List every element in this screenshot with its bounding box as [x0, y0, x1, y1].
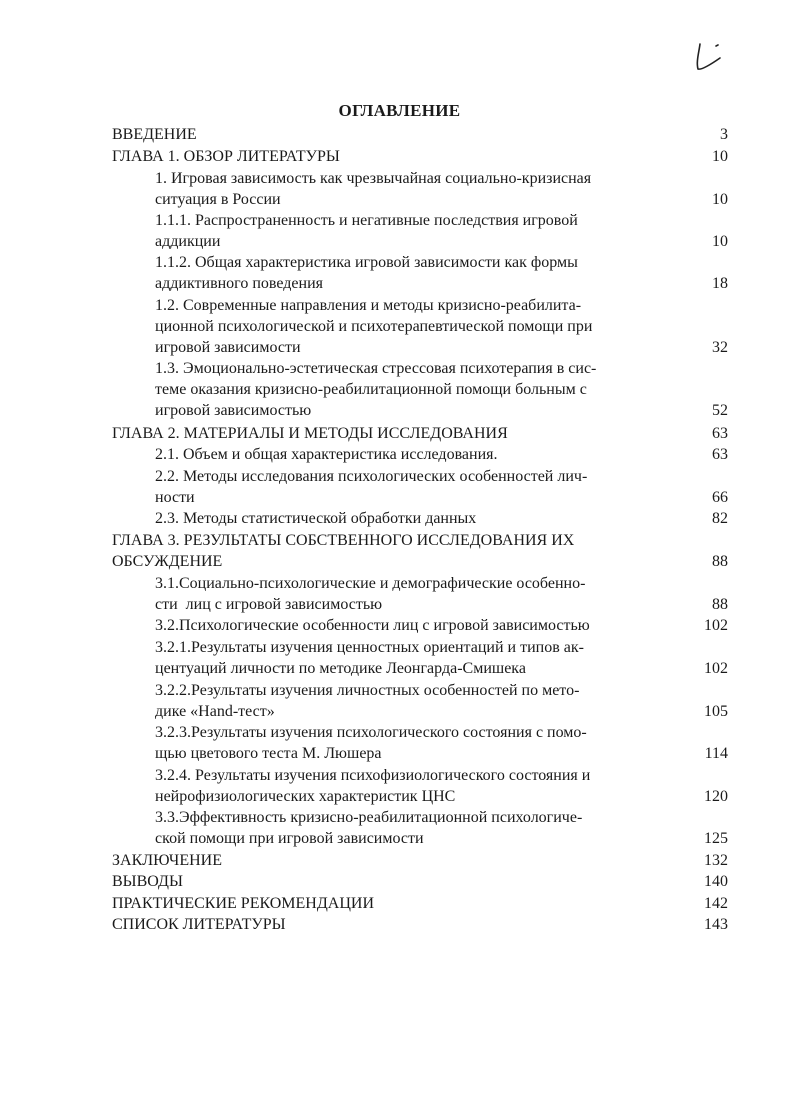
toc-entry-3-2-4: 3.2.4. Результаты изучения психофизиологического состояния и — [155, 767, 591, 784]
toc-page-conclusion: 132 — [704, 852, 728, 869]
toc-entry-3-3-cont: ской помощи при игровой зависимости — [155, 830, 424, 847]
toc-page-2-2: 66 — [712, 489, 728, 506]
toc-entry-1-cont: ситуация в России — [155, 191, 281, 208]
handwritten-page-mark — [690, 36, 730, 76]
toc-entry-3-2-1-cont: центуаций личности по методике Леонгарда-Смишека — [155, 660, 526, 677]
toc-page-3-2: 102 — [704, 617, 728, 634]
toc-entry-chapter-2: ГЛАВА 2. МАТЕРИАЛЫ И МЕТОДЫ ИССЛЕДОВАНИЯ — [112, 425, 508, 442]
toc-entry-references: СПИСОК ЛИТЕРАТУРЫ — [112, 916, 286, 933]
toc-entry-2-2: 2.2. Методы исследования психологических особенностей лич- — [155, 468, 588, 485]
toc-page-1-1-2: 18 — [712, 275, 728, 292]
toc-entry-3-2-2: 3.2.2.Результаты изучения личностных особенностей по мето- — [155, 682, 580, 699]
toc-entry-3-1-cont: сти лиц с игровой зависимостью — [155, 596, 383, 613]
toc-entry-1-1-2: 1.1.2. Общая характеристика игровой зависимости как формы — [155, 254, 578, 271]
toc-page-findings: 140 — [704, 873, 728, 890]
toc-entry-1-2-cont: ционной психологической и психотерапевтической помощи при — [155, 318, 593, 335]
toc-page-chapter-3: 88 — [712, 553, 728, 570]
toc-entry-chapter-3-cont: ОБСУЖДЕНИЕ — [112, 553, 223, 570]
toc-entry-2-2-cont: ности — [155, 489, 195, 506]
toc-entry-1-3-cont: теме оказания кризисно-реабилитационной помощи больным с — [155, 381, 587, 398]
toc-page-1-2: 32 — [712, 339, 728, 356]
toc-entry-3-2-2-cont: дике «Hand-тест» — [155, 703, 275, 720]
toc-page-3-1: 88 — [712, 596, 728, 613]
toc-page-chapter-2: 63 — [712, 425, 728, 442]
toc-entry-1-1-1-cont: аддикции — [155, 233, 221, 250]
toc-entry-1-1-2-cont: аддиктивного поведения — [155, 275, 323, 292]
toc-entry-chapter-3: ГЛАВА 3. РЕЗУЛЬТАТЫ СОБСТВЕННОГО ИССЛЕДОВАНИЯ ИХ — [112, 532, 575, 549]
toc-page-3-3: 125 — [704, 830, 728, 847]
toc-entry-1-1-1: 1.1.1. Распространенность и негативные последствия игровой — [155, 212, 578, 229]
toc-entry-intro: ВВЕДЕНИЕ — [112, 126, 197, 143]
toc-entry-3-2-3-cont: щью цветового теста М. Люшера — [155, 745, 382, 762]
toc-page-3-2-1: 102 — [704, 660, 728, 677]
toc-entry-3-2-4-cont: нейрофизиологических характеристик ЦНС — [155, 788, 456, 805]
toc-entry-3-2-1: 3.2.1.Результаты изучения ценностных ориентаций и типов ак- — [155, 639, 584, 656]
toc-entry-2-1: 2.1. Объем и общая характеристика исследования. — [155, 446, 498, 463]
toc-page-recommendations: 142 — [704, 895, 728, 912]
toc-page-2-3: 82 — [712, 510, 728, 527]
toc-page-intro: 3 — [720, 126, 728, 143]
toc-entry-findings: ВЫВОДЫ — [112, 873, 183, 890]
toc-entry-recommendations: ПРАКТИЧЕСКИЕ РЕКОМЕНДАЦИИ — [112, 895, 374, 912]
toc-entry-1-2: 1.2. Современные направления и методы кризисно-реабилита- — [155, 297, 582, 314]
page-title: ОГЛАВЛЕНИЕ — [338, 101, 461, 120]
toc-page-chapter-1: 10 — [712, 148, 728, 165]
toc-entry-1-3: 1.3. Эмоционально-эстетическая стрессовая психотерапия в сис- — [155, 360, 597, 377]
toc-page-1: 10 — [712, 191, 728, 208]
toc-entry-1: 1. Игровая зависимость как чрезвычайная социально-кризисная — [155, 170, 592, 187]
toc-page-2-1: 63 — [712, 446, 728, 463]
toc-entry-conclusion: ЗАКЛЮЧЕНИЕ — [112, 852, 222, 869]
toc-page-3-2-3: 114 — [704, 745, 728, 762]
toc-entry-3-2-3: 3.2.3.Результаты изучения психологического состояния с помо- — [155, 724, 587, 741]
toc-page-1-1-1: 10 — [712, 233, 728, 250]
toc-entry-chapter-1: ГЛАВА 1. ОБЗОР ЛИТЕРАТУРЫ — [112, 148, 340, 165]
toc-entry-2-3: 2.3. Методы статистической обработки данных — [155, 510, 477, 527]
toc-entry-3-2: 3.2.Психологические особенности лиц с игровой зависимостью — [155, 617, 590, 634]
toc-entry-1-3-cont2: игровой зависимостью — [155, 402, 312, 419]
toc-page-references: 143 — [704, 916, 728, 933]
toc-page-3-2-2: 105 — [704, 703, 728, 720]
toc-page-3-2-4: 120 — [704, 788, 728, 805]
toc-entry-3-1: 3.1.Социально-психологические и демографические особенно- — [155, 575, 586, 592]
toc-entry-1-2-cont2: игровой зависимости — [155, 339, 301, 356]
toc-page-1-3: 52 — [712, 402, 728, 419]
toc-entry-3-3: 3.3.Эффективность кризисно-реабилитационной психологиче- — [155, 809, 583, 826]
